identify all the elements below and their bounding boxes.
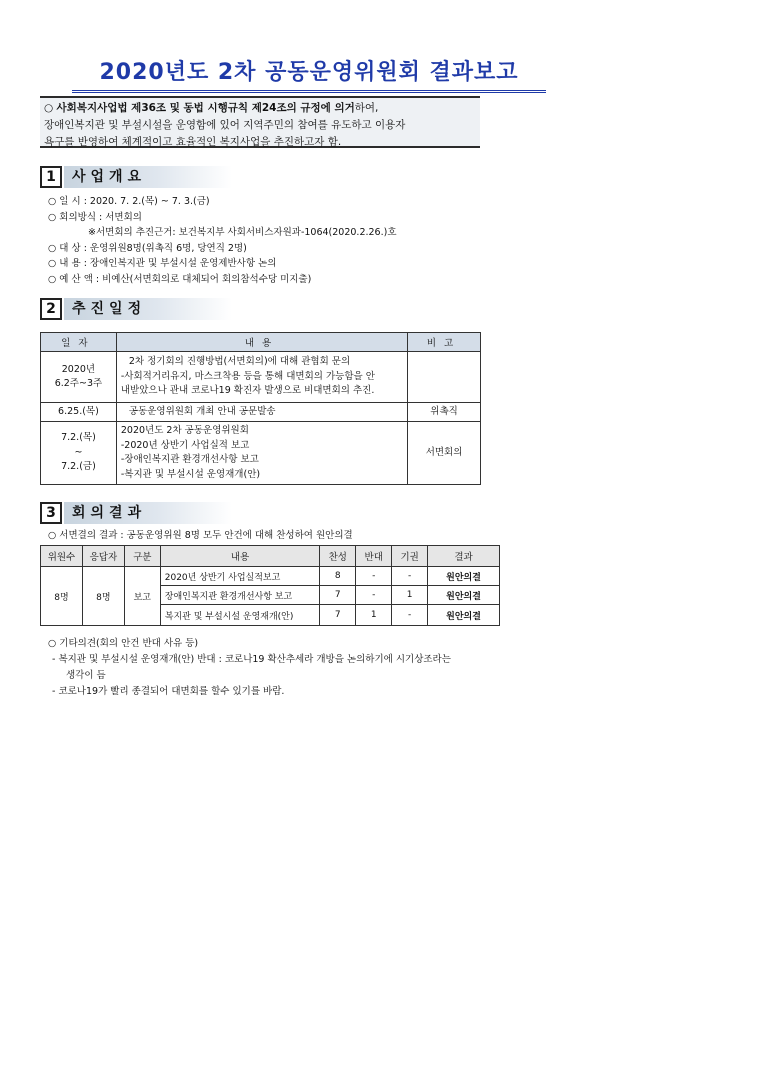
- section2-number: 2: [40, 298, 62, 320]
- result-header-abstain: 기권: [392, 546, 428, 567]
- notes-heading: ○ 기타의견(회의 안건 반대 사유 등): [48, 638, 199, 649]
- section1-overview: [48, 194, 397, 287]
- result-for: 8: [320, 567, 356, 586]
- purpose-bullet: ○: [44, 102, 54, 114]
- schedule-date-cell: 2020년 6.2주~3주: [41, 352, 117, 403]
- overview-content: ○ 내 용 : 장애인복지관 및 부설시설 운영제반사항 논의: [48, 258, 277, 269]
- purpose-box: [40, 96, 480, 148]
- result-header-for: 찬성: [320, 546, 356, 567]
- schedule-content-cell: 2차 정기회의 진행방법(서면회의)에 대해 관협회 문의 -사회적거리유지, 마스크착용 등을 통해 대면회의 가능함을 안 내받았으나 관내 코로나19 확진자 발생으로 비대면회의 추진.: [116, 352, 407, 403]
- schedule-row: [41, 352, 481, 403]
- result-against: -: [356, 567, 392, 586]
- result-outcome: 원안의결: [428, 586, 500, 605]
- result-category: 보고: [124, 567, 160, 626]
- result-content: 장애인복지관 환경개선사항 보고: [160, 586, 320, 605]
- schedule-note-cell: 위촉직: [408, 403, 481, 422]
- result-members: 8명: [41, 567, 83, 626]
- purpose-line3: 욕구를 반영하여 체계적이고 효율적인 복지사업을 추진하고자 함.: [44, 136, 342, 148]
- schedule-content-cell: 2020년도 2차 공동운영위원회 -2020년 상반기 사업실적 보고 -장애인복지관 환경개선사항 보고 -복지관 및 부설시설 운영재개(안): [116, 422, 407, 485]
- schedule-table: [40, 332, 481, 485]
- section1-number: 1: [40, 166, 62, 188]
- result-for: 7: [320, 605, 356, 626]
- result-header-against: 반대: [356, 546, 392, 567]
- schedule-header-date: 일자: [41, 333, 117, 352]
- result-header-category: 구분: [124, 546, 160, 567]
- schedule-content-cell: 공동운영위원회 개최 안내 공문발송: [116, 403, 407, 422]
- overview-basis: ※서면회의 추진근거: 보건복지부 사회서비스자원과-1064(2020.2.26.)호: [88, 227, 397, 238]
- schedule-row: [41, 422, 481, 485]
- result-outcome: 원안의결: [428, 567, 500, 586]
- purpose-legal-basis: 사회복지사업법 제36조 및 동법 시행규칙 제24조의 규정에 의거: [56, 102, 355, 114]
- result-outcome: 원안의결: [428, 605, 500, 626]
- result-abstain: -: [392, 567, 428, 586]
- overview-date: ○ 일 시 : 2020. 7. 2.(목) ~ 7. 3.(금): [48, 196, 210, 207]
- notes-item-continued: 생각이 듬: [66, 670, 106, 681]
- notes-item: - 복지관 및 부설시설 운영재개(안) 반대 : 코로나19 확산추세라 개방을 논의하기에 시기상조라는: [52, 654, 451, 665]
- result-against: -: [356, 586, 392, 605]
- result-header-content: 내용: [160, 546, 320, 567]
- result-header-members: 위원수: [41, 546, 83, 567]
- purpose-line2: 장애인복지관 및 부설시설을 운영함에 있어 지역주민의 참여를 유도하고 이용자: [44, 119, 406, 131]
- section3-number: 3: [40, 502, 62, 524]
- schedule-date-cell: 6.25.(목): [41, 403, 117, 422]
- result-content: 복지관 및 부설시설 운영재개(안): [160, 605, 320, 626]
- other-opinions: [48, 636, 451, 700]
- schedule-row: [41, 403, 481, 422]
- section1-title: 사업개요: [64, 166, 232, 188]
- overview-budget: ○ 예 산 액 : 비예산(서면회의로 대체되어 회의참석수당 미지출): [48, 273, 312, 285]
- result-respondents: 8명: [82, 567, 124, 626]
- result-summary: ○ 서면결의 결과 : 공동운영위원 8명 모두 안건에 대해 찬성하여 원안의결: [48, 530, 353, 541]
- overview-method: ○ 회의방식 : 서면회의: [48, 211, 142, 223]
- result-header-result: 결과: [428, 546, 500, 567]
- notes-item: - 코로나19가 빨리 종결되어 대면회를 할수 있기를 바람.: [52, 686, 285, 697]
- result-content: 2020년 상반기 사업실적보고: [160, 567, 320, 586]
- schedule-header-note: 비고: [408, 333, 481, 352]
- result-abstain: 1: [392, 586, 428, 605]
- result-abstain: -: [392, 605, 428, 626]
- result-header-respondents: 응답자: [82, 546, 124, 567]
- schedule-note-cell: [408, 352, 481, 403]
- schedule-date-cell: 7.2.(목) ~ 7.2.(금): [41, 422, 117, 485]
- overview-target: ○ 대 상 : 운영위원8명(위촉직 6명, 당연직 2명): [48, 242, 247, 254]
- section3-title: 회의결과: [64, 502, 232, 524]
- section2-title: 추진일정: [64, 298, 232, 320]
- result-header-row: [41, 546, 500, 567]
- schedule-header-content: 내용: [116, 333, 407, 352]
- result-for: 7: [320, 586, 356, 605]
- result-table: [40, 545, 500, 626]
- document-title: 2020년도 2차 공동운영위원회 결과보고: [72, 58, 546, 93]
- schedule-note-cell: 서면회의: [408, 422, 481, 485]
- purpose-line1-rest: 하여,: [354, 102, 379, 114]
- result-row: [41, 567, 500, 586]
- schedule-header-row: [41, 333, 481, 352]
- result-against: 1: [356, 605, 392, 626]
